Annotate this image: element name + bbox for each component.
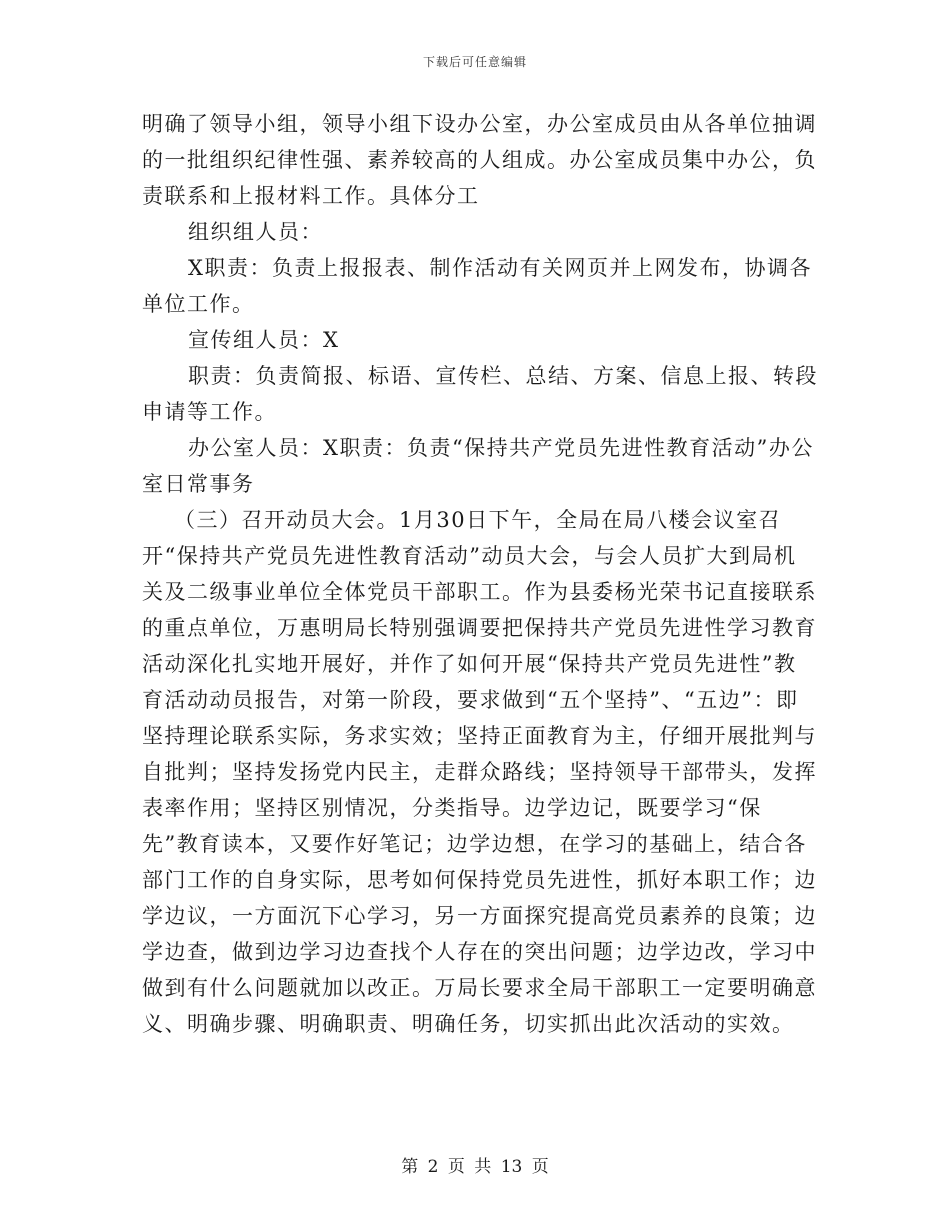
paragraph-organization-group: 组织组人员： [188,220,323,244]
paragraph-office-setup: 明确了领导小组，领导小组下设办公室，办公室成员由从各单位抽调的一批组织纪律性强、素养较高的人组成。办公室成员集中办公，负责联系和上报材料工作。具体分工 [142,112,817,208]
paragraph-office-staff: 办公室人员：X职责：负责“保持共产党员先进性教育活动”办公室日常事务 [142,436,814,496]
page-header: 下载后可任意编辑 [422,55,527,69]
paragraph-mobilization-meeting: （三）召开动员大会。1月30日下午，全局在局八楼会议室召开“保持共产党员先进性教育活动”动员大会，与会人员扩大到局机关及二级事业单位全体党员干部职工。作为县委杨光荣书记直接联系的重点单位，万惠明局长特别强调要把保持共产党员先进性学习教育活动深化扎实地开展好，并作了如何开展“保持共产党员先进性”教育活动动员报告，对第一阶段，要求做到“五个坚持”、“五边”：即坚持理论联系实际，务求实效；坚持正面教育为主，仔细开展批判与自批判；坚持发扬党内民主，走群众路线；坚持领导干部带头，发挥表率作用；坚持区别情况，分类指导。边学边记，既要学习“保先”教育读本，又要作好笔记；边学边想，在学习的基础上，结合各部门工作的自身实际，思考如何保持党员先进性，抓好本职工作；边学边议，一方面沉下心学习，另一方面探究提高党员素养的良策；边学边查，做到边学习边查找个人存在的突出问题；边学边改，学习中做到有什么问题就加以改正。万局长要求全局干部职工一定要明确意义、明确步骤、明确职责、明确任务，切实抓出此次活动的实效。 [142,508,817,1036]
paragraph-organization-duties: X职责：负责上报报表、制作活动有关网页并上网发布，协调各单位工作。 [142,256,812,316]
page-number: 第 2 页 共 13 页 [401,1157,549,1177]
paragraph-publicity-group: 宣传组人员：X [188,328,340,352]
paragraph-publicity-duties: 职责：负责简报、标语、宣传栏、总结、方案、信息上报、转段申请等工作。 [142,364,818,424]
document-body [142,106,818,1042]
